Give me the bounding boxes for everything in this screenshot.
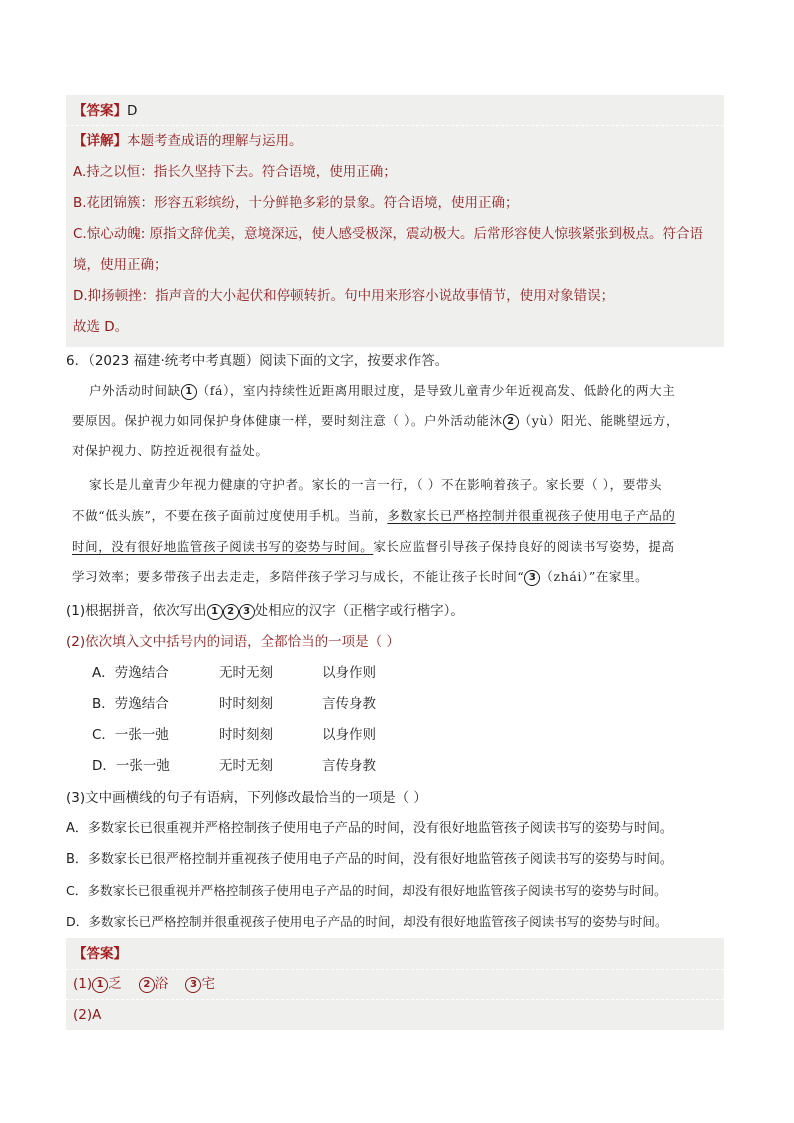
circled-number-2: 2	[223, 604, 239, 620]
circled-number-3: 3	[524, 570, 540, 586]
passage-p1-line2: 要原因。保护视力如同保护身体健康一样，要时刻注意（ ）。户外活动能沐 2 （yù）阳光、能眺望远方，	[72, 413, 680, 428]
answer-label: 【答案】	[73, 946, 127, 962]
explain-option-b: B.花团锦簇：形容五彩缤纷，十分鲜艳多彩的景象。符合语境，使用正确；	[73, 195, 519, 211]
option-2d-col3: 言传身教	[322, 758, 376, 774]
answer-label: 【答案】	[73, 103, 127, 119]
explain-option-c: C.惊心动魄: 原指文辞优美，意境深远，使人感受极深，震动极大。后常形容使人惊骇紧张到极点。符合语	[73, 226, 704, 242]
explain-option-a: A.持之以恒：指长久坚持下去。符合语境，使用正确；	[73, 164, 397, 180]
option-2c-col1: C．一张一弛	[92, 727, 169, 743]
circled-number-2: 2	[503, 414, 519, 430]
option-2a-col3: 以身作则	[322, 665, 376, 681]
explain-line	[73, 131, 303, 151]
option-2c-col3: 以身作则	[322, 727, 376, 743]
option-2b-col1: B．劳逸结合	[92, 696, 169, 712]
explain-text: 本题考查成语的理解与运用。	[127, 133, 303, 149]
circled-number-2: 2	[139, 977, 155, 993]
divider	[66, 999, 724, 1000]
circled-number-3: 3	[185, 977, 201, 993]
explain-option-d: D.抑扬顿挫：指声音的大小起伏和停顿转折。句中用来形容小说故事情节，使用对象错误；	[73, 288, 615, 304]
divider	[66, 969, 724, 970]
answer-sub-1: (1) 1 乏 2 浴 3 宅	[73, 976, 215, 992]
answer-line	[73, 101, 137, 121]
divider	[66, 125, 724, 126]
passage-p2-line1: 家长是儿童青少年视力健康的守护者。家长的一言一行，（ ）不在影响着孩子。家长要（ ），要带头	[89, 477, 663, 492]
answer-sub-2: (2)A	[73, 1007, 102, 1023]
passage-p1-line3: 对保护视力、防控近视很有益处。	[72, 443, 269, 458]
option-3a: A．多数家长已很重视并严格控制孩子使用电子产品的时间，没有很好地监管孩子阅读书写的姿势与时间。	[66, 821, 673, 836]
passage-p2-line2: 不做“低头族”，不要在孩子面前过度使用手机。当前，多数家长已严格控制并很重视孩子使用电子产品的	[72, 508, 676, 523]
answer-value: D	[127, 103, 138, 119]
option-2a-col1: A．劳逸结合	[92, 665, 169, 681]
circled-number-1: 1	[181, 384, 197, 400]
answer-block-1	[66, 95, 724, 347]
answer-line	[73, 944, 127, 964]
option-3d: D．多数家长已严格控制并很重视孩子使用电子产品的时间，却没有很好地监管孩子阅读书写的姿势与时间。	[66, 914, 668, 929]
answer-block-2	[66, 938, 724, 1030]
sub-question-3: (3)文中画横线的句子有语病，下列修改最恰当的一项是（ ）	[66, 790, 427, 806]
underlined-sentence-part1: 多数家长已严格控制并很重视孩子使用电子产品的	[387, 508, 676, 523]
option-2a-col2: 无时无刻	[219, 665, 273, 681]
sub-question-2: (2)依次填入文中括号内的词语，全都恰当的一项是（ ）	[66, 634, 400, 650]
option-2d-col1: D．一张一弛	[92, 758, 170, 774]
conclusion: 故选 D。	[73, 319, 129, 335]
underlined-sentence-part2: 时间，没有很好地监管孩子阅读书写的姿势与时间。	[72, 539, 374, 554]
option-2b-col2: 时时刻刻	[219, 696, 273, 712]
circled-number-3: 3	[239, 604, 255, 620]
passage-p2-line3: 时间，没有很好地监管孩子阅读书写的姿势与时间。家长应监督引导孩子保持良好的阅读书写姿势，提高	[72, 539, 675, 554]
option-2c-col2: 时时刻刻	[219, 727, 273, 743]
option-2d-col2: 无时无刻	[219, 758, 273, 774]
circled-number-1: 1	[207, 604, 223, 620]
option-2b-col3: 言传身教	[322, 696, 376, 712]
passage-p2-line4: 学习效率；要多带孩子出去走走，多陪伴孩子学习与成长，不能让孩子长时间“ 3 （zhái）”在家里。	[72, 569, 649, 584]
passage-p1-line1: 户外活动时间缺 1 （fá），室内持续性近距离用眼过度，是导致儿童青少年近视高发、低龄化的两大主	[89, 383, 676, 398]
sub-question-1: (1)根据拼音，依次写出 1 2 3 处相应的汉字（正楷字或行楷字）。	[66, 603, 464, 619]
explain-label: 【详解】	[73, 133, 127, 149]
option-3b: B．多数家长已很严格控制并重视孩子使用电子产品的时间，没有很好地监管孩子阅读书写的姿势与时间。	[66, 852, 673, 867]
question-6-header: 6．（2023 福建·统考中考真题）阅读下面的文字，按要求作答。	[66, 353, 449, 369]
explain-option-c-cont: 境，使用正确；	[73, 257, 168, 273]
option-3c: C．多数家长已很重视并严格控制孩子使用电子产品的时间，却没有很好地监管孩子阅读书写的姿势与时间。	[66, 883, 667, 898]
circled-number-1: 1	[92, 977, 108, 993]
